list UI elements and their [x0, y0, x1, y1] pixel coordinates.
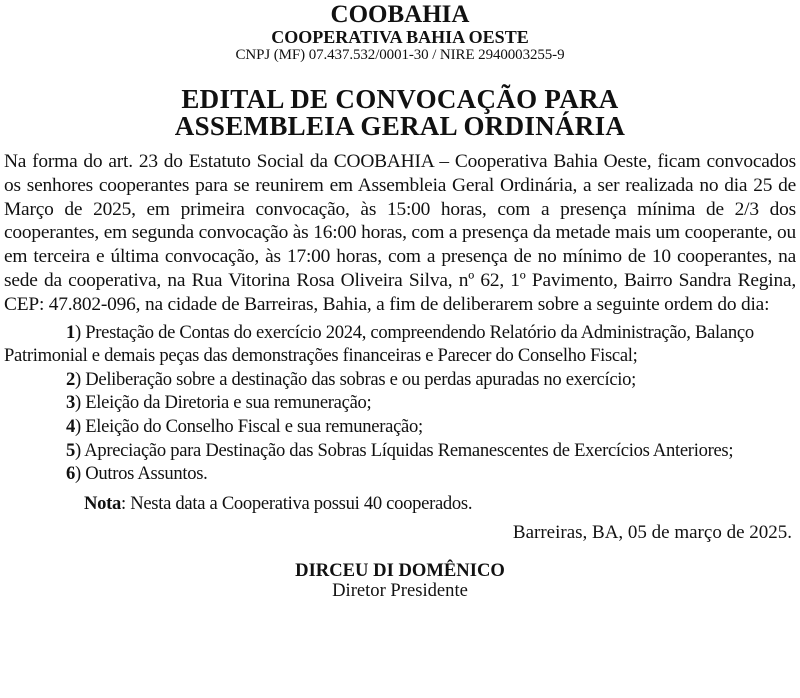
- agenda-item-number: 1: [66, 321, 75, 343]
- title-line-2: ASSEMBLEIA GERAL ORDINÁRIA: [174, 111, 626, 141]
- agenda-item: [4, 321, 796, 368]
- agenda-item-number: 3: [66, 392, 75, 414]
- agenda-item-number: 4: [66, 415, 75, 437]
- note-label: Nota: [84, 492, 122, 514]
- agenda-item: [4, 439, 796, 463]
- note: [4, 492, 796, 516]
- signatory-role: Diretor Presidente: [332, 579, 468, 601]
- title-line-1: EDITAL DE CONVOCAÇÃO PARA: [181, 84, 619, 114]
- signature-block: [4, 561, 796, 601]
- org-registration: CNPJ (MF) 07.437.532/0001-30 / NIRE 2940003255-9: [235, 47, 565, 63]
- agenda-item-text: ) Eleição do Conselho Fiscal e sua remuneração;: [75, 415, 423, 437]
- agenda-item: [4, 391, 796, 415]
- org-subtitle: COOPERATIVA BAHIA OESTE: [271, 27, 529, 47]
- agenda-item: [4, 462, 796, 486]
- document-page: [0, 2, 800, 698]
- agenda-item-text: ) Prestação de Contas do exercício 2024, compreendendo Relatório da Administração, Balanço Patrimonial e demais peças das demonstrações financeiras e Parecer do Conselho Fiscal;: [4, 321, 754, 367]
- signatory-name: DIRCEU DI DOMÊNICO: [295, 559, 505, 581]
- agenda-item: [4, 415, 796, 439]
- notice-title: [4, 86, 796, 140]
- agenda-item-text: ) Deliberação sobre a destinação das sobras e ou perdas apuradas no exercício;: [75, 368, 637, 390]
- agenda-item-text: ) Eleição da Diretoria e sua remuneração;: [75, 392, 372, 414]
- header: [4, 2, 796, 64]
- note-text: : Nesta data a Cooperativa possui 40 cooperados.: [121, 492, 473, 514]
- agenda-item-number: 2: [66, 368, 75, 390]
- agenda-item-number: 5: [66, 439, 75, 461]
- org-name: COOBAHIA: [330, 1, 470, 28]
- agenda-item-text: ) Apreciação para Destinação das Sobras Líquidas Remanescentes de Exercícios Anteriores;: [75, 439, 734, 461]
- notice-body: Na forma do art. 23 do Estatuto Social da COOBAHIA – Cooperativa Bahia Oeste, ficam convocados os senhores cooperantes para se reunirem em Assembleia Geral Ordinária, a ser realizada no dia 25 de Março de 2025, em primeira convocação, às 15:00 horas, com a presença mínima de 2/3 dos cooperantes, em segunda convocação às 16:00 horas, com a presença da metade mais um cooperante, ou em terceira e última convocação, às 17:00 horas, com a presença de no mínimo de 10 cooperantes, na sede da cooperativa, na Rua Vitorina Rosa Oliveira Silva, nº 62, 1º Pavimento, Bairro Sandra Regina, CEP: 47.802-096, na cidade de Barreiras, Bahia, a fim de deliberarem sobre a seguinte ordem do dia:: [4, 151, 796, 315]
- agenda-item: [4, 368, 796, 392]
- date-line: Barreiras, BA, 05 de março de 2025.: [512, 521, 792, 543]
- agenda-item-text: ) Outros Assuntos.: [75, 463, 208, 485]
- agenda-item-number: 6: [66, 463, 75, 485]
- agenda-list: [4, 321, 796, 486]
